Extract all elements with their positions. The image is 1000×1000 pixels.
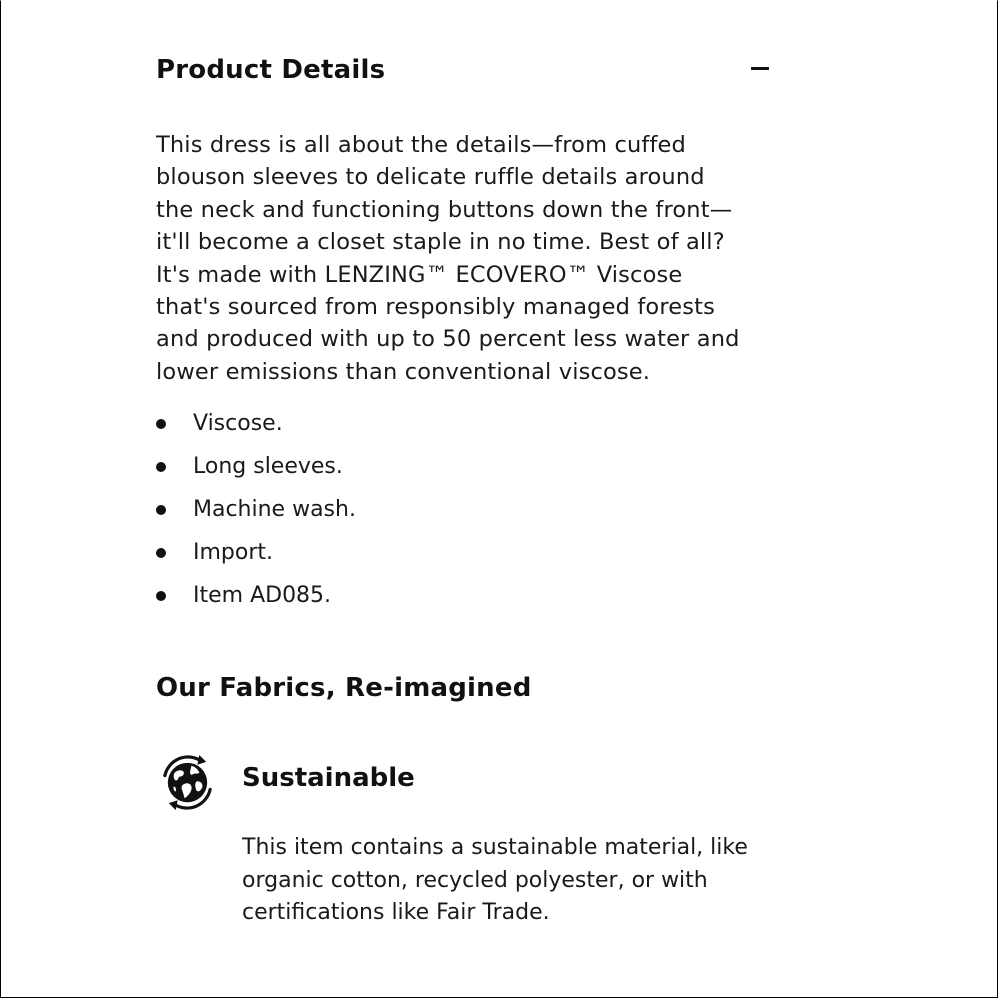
product-details-header[interactable] (156, 51, 776, 91)
list-item-label: Item AD085. (193, 583, 332, 608)
bullet-icon (156, 462, 166, 472)
product-description: This dress is all about the details—from cuffed blouson sleeves to delicate ruffle details around the neck and functioning buttons down the front— it'll become a closet staple in no time. Best of all? It's made with LENZING™ ECOVERO™ Viscose that's sourced from responsibly managed forests and produced with up to 50 percent less water and lower emissions than conventional viscose. (156, 132, 740, 385)
list-item (156, 579, 776, 622)
product-features-list (156, 407, 776, 622)
list-item-label: Long sleeves. (193, 454, 343, 479)
sustainable-description: This item contains a sustainable material, like organic cotton, recycled polyester, or with certifications like Fair Trade. (242, 835, 748, 925)
fabrics-section-title: Our Fabrics, Re-imagined (156, 673, 532, 703)
sustainable-title: Sustainable (242, 763, 415, 793)
list-item (156, 493, 776, 536)
bullet-icon (156, 591, 166, 601)
bullet-icon (156, 419, 166, 429)
list-item (156, 536, 776, 579)
list-item (156, 450, 776, 493)
list-item-label: Machine wash. (193, 497, 356, 522)
bullet-icon (156, 505, 166, 515)
minus-icon (751, 67, 769, 70)
list-item-label: Import. (193, 540, 274, 565)
globe-recycle-icon (156, 751, 219, 814)
list-item (156, 407, 776, 450)
bullet-icon (156, 548, 166, 558)
collapse-button[interactable] (746, 57, 776, 87)
product-details-title: Product Details (156, 55, 386, 85)
list-item-label: Viscose. (193, 411, 283, 436)
